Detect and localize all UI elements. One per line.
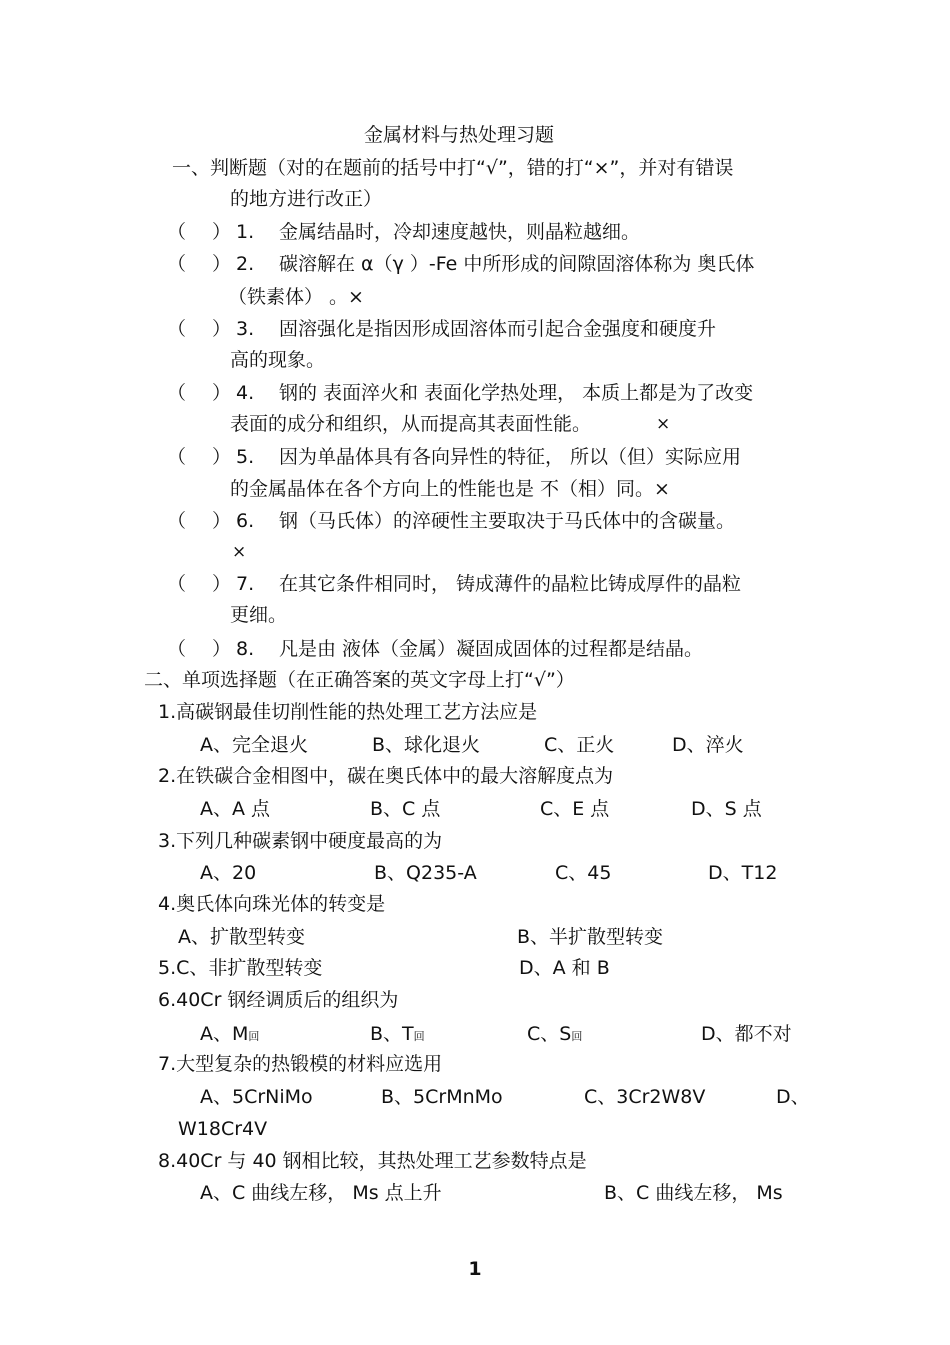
option-d: D、A 和 B	[519, 957, 610, 979]
section2-heading: 二、单项选择题（在正确答案的英文字母上打“√”）	[144, 669, 575, 691]
option-b: B、半扩散型转变	[517, 926, 664, 948]
option-b: B、C 曲线左移， Ms	[604, 1182, 783, 1204]
option-d: D、T12	[708, 862, 778, 884]
paren-close: ）	[212, 573, 232, 595]
question-stem: 6.40Cr 钢经调质后的组织为	[158, 989, 399, 1011]
section1-heading: 一、判断题（对的在题前的括号中打“√”，错的打“×”，并对有错误	[172, 157, 734, 179]
paren-close: ）	[212, 510, 232, 532]
item-text: 金属结晶时，冷却速度越快，则晶粒越细。	[279, 221, 641, 243]
item-number: 1.	[236, 221, 255, 243]
item-text: 的金属晶体在各个方向上的性能也是 不（相）同。×	[230, 478, 670, 500]
option-a: A、M回	[200, 1023, 260, 1045]
paren-open: （	[167, 318, 187, 340]
option-a: A、A 点	[200, 798, 271, 820]
option-c: C、E 点	[540, 798, 610, 820]
option-b: B、5CrMnMo	[381, 1086, 503, 1108]
item-text: 碳溶解在 α（γ ）-Fe 中所形成的间隙固溶体称为 奥氏体	[279, 253, 755, 275]
cross-mark: ×	[232, 542, 247, 562]
paren-close: ）	[212, 638, 232, 660]
option-c: C、S回	[527, 1023, 583, 1045]
item-text: 高的现象。	[230, 349, 326, 371]
option-b: B、T回	[370, 1023, 425, 1045]
option-d: D、都不对	[701, 1023, 792, 1045]
item-text: 在其它条件相同时， 铸成薄件的晶粒比铸成厚件的晶粒	[279, 573, 742, 595]
option-d: D、S 点	[691, 798, 762, 820]
item-text: 因为单晶体具有各向异性的特征， 所以（但）实际应用	[279, 446, 742, 468]
paren-open: （	[167, 382, 187, 404]
paren-open: （	[167, 510, 187, 532]
section1-heading-cont: 的地方进行改正）	[230, 188, 383, 210]
item-number: 3.	[236, 318, 255, 340]
page-number: 1	[468, 1258, 482, 1280]
paren-close: ）	[212, 318, 232, 340]
option-d: D、	[776, 1086, 810, 1108]
question-stem: 1.高碳钢最佳切削性能的热处理工艺方法应是	[158, 701, 538, 723]
item-text: 固溶强化是指因形成固溶体而引起合金强度和硬度升	[279, 318, 717, 340]
option-a: A、20	[200, 862, 257, 884]
option-b: B、C 点	[370, 798, 441, 820]
item-text: 钢的 表面淬火和 表面化学热处理， 本质上都是为了改变	[279, 382, 754, 404]
paren-close: ）	[212, 253, 232, 275]
paren-open: （	[167, 638, 187, 660]
question-stem: 3.下列几种碳素钢中硬度最高的为	[158, 830, 443, 852]
item-number: 4.	[236, 382, 255, 404]
paren-open: （	[167, 221, 187, 243]
option-d-cont: W18Cr4V	[178, 1118, 268, 1140]
suffix-glyph: 回	[571, 1030, 583, 1043]
option-a: A、扩散型转变	[178, 926, 305, 948]
item-text: 表面的成分和组织，从而提高其表面性能。	[230, 413, 592, 435]
option-b: B、球化退火	[372, 734, 481, 756]
question-stem: 4.奥氏体向珠光体的转变是	[158, 893, 386, 915]
option-c: C、正火	[544, 734, 615, 756]
question-stem: 8.40Cr 与 40 钢相比较，其热处理工艺参数特点是	[158, 1150, 587, 1172]
option-c: C、3Cr2W8V	[584, 1086, 706, 1108]
cross-mark: ×	[656, 414, 671, 434]
item-number: 6.	[236, 510, 255, 532]
item-number: 7.	[236, 573, 255, 595]
item-number: 8.	[236, 638, 255, 660]
item-text: 更细。	[230, 604, 288, 626]
item-text: 钢（马氏体）的淬硬性主要取决于马氏体中的含碳量。	[279, 510, 736, 532]
suffix-glyph: 回	[413, 1030, 425, 1043]
paren-open: （	[167, 446, 187, 468]
page-title: 金属材料与热处理习题	[364, 124, 555, 146]
item-number: 2.	[236, 253, 255, 275]
paren-open: （	[167, 573, 187, 595]
suffix-glyph: 回	[248, 1030, 260, 1043]
question-stem: 7.大型复杂的热锻模的材料应选用	[158, 1053, 443, 1075]
option-a: A、C 曲线左移， Ms 点上升	[200, 1182, 442, 1204]
paren-close: ）	[212, 382, 232, 404]
paren-close: ）	[212, 446, 232, 468]
option-c: C、45	[555, 862, 612, 884]
item-number: 5.	[236, 446, 255, 468]
paren-close: ）	[212, 221, 232, 243]
option-a: A、5CrNiMo	[200, 1086, 313, 1108]
question-stem: 2.在铁碳合金相图中，碳在奥氏体中的最大溶解度点为	[158, 765, 614, 787]
question-stem: 5.C、非扩散型转变	[158, 957, 323, 979]
option-d: D、淬火	[672, 734, 744, 756]
option-b: B、Q235-A	[374, 862, 477, 884]
item-text: （铁素体） 。×	[228, 286, 364, 308]
item-text: 凡是由 液体（金属）凝固成固体的过程都是结晶。	[279, 638, 704, 660]
paren-open: （	[167, 253, 187, 275]
option-a: A、完全退火	[200, 734, 308, 756]
